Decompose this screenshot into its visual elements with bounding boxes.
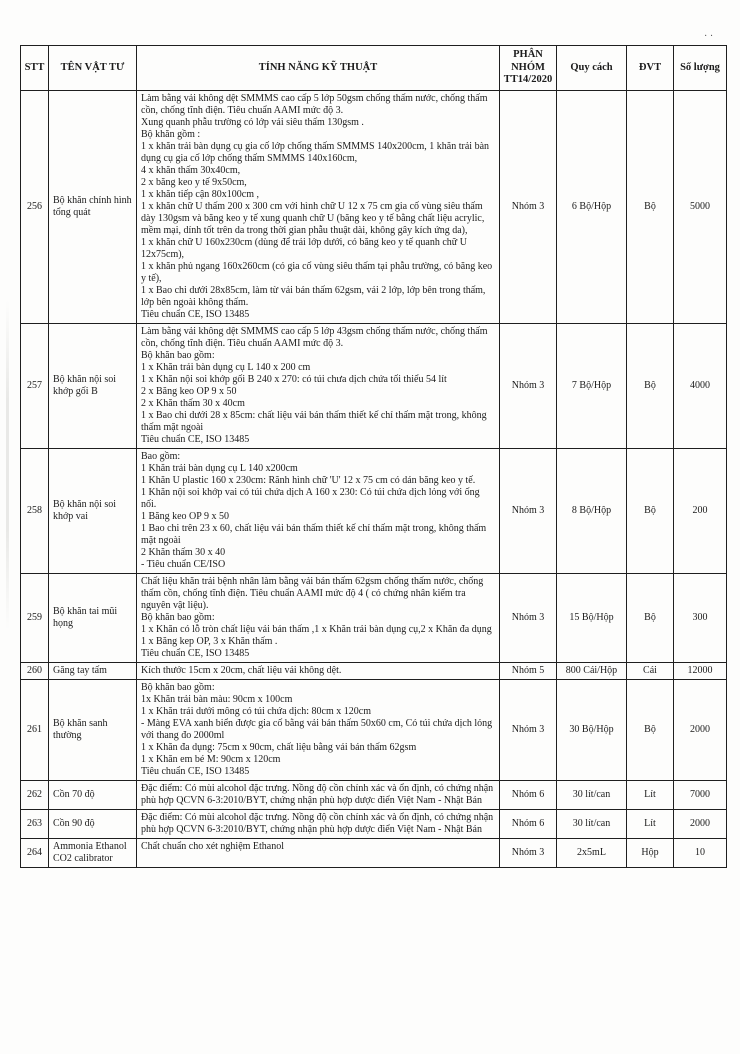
spec-line: 2 x Khăn thấm 30 x 40cm	[141, 398, 245, 409]
cell-ten-258: Bộ khăn nội soi khớp vai	[49, 449, 137, 574]
cell-so_luong-264: 10	[674, 839, 727, 868]
column-header-tinh_nang: TÍNH NĂNG KỸ THUẬT	[137, 46, 500, 91]
cell-phan_nhom-258: Nhóm 3	[500, 449, 557, 574]
cell-ten-256: Bộ khăn chỉnh hình tổng quát	[49, 91, 137, 324]
table-header-row	[21, 46, 727, 91]
column-header-ten: TÊN VẬT TƯ	[49, 46, 137, 91]
cell-quy_cach-264: 2x5mL	[557, 839, 627, 868]
cell-tinh_nang-261	[137, 680, 500, 781]
scan-noise-dots	[704, 26, 718, 32]
table-row-261	[21, 680, 727, 781]
spec-line: Tiêu chuẩn CE, ISO 13485	[141, 434, 250, 445]
spec-line: Tiêu chuẩn CE, ISO 13485	[141, 766, 250, 777]
spec-line: 2 Khăn thấm 30 x 40	[141, 547, 226, 558]
table-row-262	[21, 781, 727, 810]
spec-line: 1 Băng keo OP 9 x 50	[141, 511, 229, 522]
spec-line: Bộ khăn gồm :	[141, 129, 201, 140]
cell-stt-260: 260	[21, 663, 49, 680]
spec-line: Chất liệu khăn trải bệnh nhân làm bằng vải bán thấm 62gsm chống thấm nước, chống thấm cồn, chống tĩnh điện. Tiêu chuẩn AAMI mức độ 4 ( có chứng nhân kiểm tra nguyên vật liệu).	[141, 576, 484, 611]
spec-line: 1 x Bao chi dưới 28 x 85cm: chất liệu vải bán thấm thiết kế chỉ thấm mặt trong, không thấm mặt ngoài	[141, 410, 487, 433]
cell-tinh_nang-256	[137, 91, 500, 324]
spec-line: 1 x Khăn nội soi khớp gối B 240 x 270: có túi chưa dịch chứa tối thiểu 54 lít	[141, 374, 447, 385]
cell-dvt-257: Bộ	[627, 324, 674, 449]
cell-stt-261: 261	[21, 680, 49, 781]
spec-line: Bộ khăn bao gồm:	[141, 612, 215, 623]
cell-stt-259: 259	[21, 574, 49, 663]
spec-line: - Màng EVA xanh biển được gia cố bằng vải bán thấm 50x60 cm, Có túi chứa dịch lỏng với thang đo 2000ml	[141, 718, 493, 741]
cell-quy_cach-257: 7 Bộ/Hộp	[557, 324, 627, 449]
spec-line: 1 x Khăn đa dụng: 75cm x 90cm, chất liệu bằng vải bán thấm 62gsm	[141, 742, 417, 753]
cell-tinh_nang-260	[137, 663, 500, 680]
spec-line: Xung quanh phẫu trường có lớp vải siêu thấm 130gsm .	[141, 117, 364, 128]
cell-dvt-264: Hộp	[627, 839, 674, 868]
cell-ten-261: Bộ khăn sanh thường	[49, 680, 137, 781]
scan-edge-streak	[6, 300, 9, 630]
cell-ten-264: Ammonia Ethanol CO2 calibrator	[49, 839, 137, 868]
table-row-264	[21, 839, 727, 868]
cell-so_luong-256: 5000	[674, 91, 727, 324]
cell-tinh_nang-257	[137, 324, 500, 449]
spec-line: 1 Khăn nội soi khớp vai có túi chứa dịch A 160 x 230: Có túi chứa dịch lỏng với ống nối.	[141, 487, 480, 510]
cell-stt-256: 256	[21, 91, 49, 324]
cell-quy_cach-256: 6 Bộ/Hộp	[557, 91, 627, 324]
spec-line: 1 x Khăn trải bàn dụng cụ L 140 x 200 cm	[141, 362, 311, 373]
spec-line: Bao gồm:	[141, 451, 181, 462]
column-header-quy_cach: Quy cách	[557, 46, 627, 91]
spec-line: Bộ khăn bao gồm:	[141, 350, 215, 361]
cell-stt-263: 263	[21, 810, 49, 839]
cell-dvt-256: Bộ	[627, 91, 674, 324]
spec-line: 1 x khăn phủ ngang 160x260cm (có gia cố vùng siêu thấm tại phẫu trường, có băng keo y tế),	[141, 261, 493, 284]
cell-tinh_nang-262	[137, 781, 500, 810]
spec-line: Tiêu chuẩn CE, ISO 13485	[141, 648, 250, 659]
cell-dvt-258: Bộ	[627, 449, 674, 574]
cell-quy_cach-260: 800 Cái/Hộp	[557, 663, 627, 680]
cell-phan_nhom-257: Nhóm 3	[500, 324, 557, 449]
cell-ten-259: Bộ khăn tai mũi họng	[49, 574, 137, 663]
column-header-stt: STT	[21, 46, 49, 91]
spec-line: 1x Khăn trải bàn màu: 90cm x 100cm	[141, 694, 293, 705]
cell-quy_cach-259: 15 Bộ/Hộp	[557, 574, 627, 663]
cell-tinh_nang-259	[137, 574, 500, 663]
cell-stt-258: 258	[21, 449, 49, 574]
cell-dvt-261: Bộ	[627, 680, 674, 781]
cell-stt-257: 257	[21, 324, 49, 449]
spec-line: 2 x Băng keo OP 9 x 50	[141, 386, 237, 397]
cell-quy_cach-261: 30 Bộ/Hộp	[557, 680, 627, 781]
spec-line: 1 Bao chi trên 23 x 60, chất liệu vải bán thấm thiết kế chỉ thấm mặt trong, không thấm mặt ngoài	[141, 523, 487, 546]
cell-stt-264: 264	[21, 839, 49, 868]
cell-so_luong-262: 7000	[674, 781, 727, 810]
spec-line: 1 x khăn chữ U 160x230cm (dùng để trải lớp dưới, có băng keo y tế quanh chữ U 12x75cm),	[141, 237, 467, 260]
spec-line: 1 x khăn chữ U thấm 200 x 300 cm với hình chữ U 12 x 75 cm gia cố vùng siêu thấm dày 130gsm và băng keo y tế xung quanh chữ U (băng keo y tế bằng chất liệu acrylic, mềm mại, dính tốt trên da trong thời gian phẫu thuật dài, không gây kích ứng da),	[141, 201, 485, 236]
spec-line: Đặc điểm: Có mùi alcohol đặc trưng. Nồng độ cồn chính xác và ổn định, có chứng nhận phù hợp QCVN 6-3:2010/BYT, chứng nhận phù hợp dược điển Việt Nam - Nhật Bản	[141, 812, 494, 835]
cell-phan_nhom-260: Nhóm 5	[500, 663, 557, 680]
cell-so_luong-263: 2000	[674, 810, 727, 839]
spec-line: 1 x Khăn trải dưới mông có túi chứa dịch: 80cm x 120cm	[141, 706, 371, 717]
cell-tinh_nang-264	[137, 839, 500, 868]
cell-so_luong-261: 2000	[674, 680, 727, 781]
spec-line: Chất chuẩn cho xét nghiệm Ethanol	[141, 841, 285, 852]
table-header	[21, 46, 727, 91]
table-row-258	[21, 449, 727, 574]
cell-dvt-262: Lít	[627, 781, 674, 810]
spec-line: 1 x Khăn có lỗ tròn chất liệu vải bán thấm ,1 x Khăn trải bàn dụng cụ,2 x Khăn đa dụng 1 x Băng kep OP, 3 x Khăn thấm .	[141, 624, 492, 647]
cell-so_luong-257: 4000	[674, 324, 727, 449]
table-row-263	[21, 810, 727, 839]
cell-quy_cach-263: 30 lít/can	[557, 810, 627, 839]
column-header-so_luong: Số lượng	[674, 46, 727, 91]
spec-line: 1 Khăn U plastic 160 x 230cm: Rãnh hình chữ 'U' 12 x 75 cm có dán băng keo y tế.	[141, 475, 476, 486]
table-row-256	[21, 91, 727, 324]
spec-line: Làm bằng vải không dệt SMMMS cao cấp 5 lớp 50gsm chống thấm nước, chống thấm cồn, chống tĩnh điện. Tiêu chuẩn AAMI mức độ 3.	[141, 93, 488, 116]
table-row-260	[21, 663, 727, 680]
cell-so_luong-258: 200	[674, 449, 727, 574]
spec-line: 1 x khăn trải bàn dụng cụ gia cố lớp chống thấm SMMMS 140x200cm, 1 khăn trải bàn dụng cụ gia cố lớp chống thấm SMMMS 140x160cm,	[141, 141, 490, 164]
table-row-259	[21, 574, 727, 663]
cell-so_luong-259: 300	[674, 574, 727, 663]
cell-stt-262: 262	[21, 781, 49, 810]
cell-tinh_nang-258	[137, 449, 500, 574]
cell-ten-263: Cồn 90 độ	[49, 810, 137, 839]
cell-ten-262: Cồn 70 độ	[49, 781, 137, 810]
cell-quy_cach-262: 30 lít/can	[557, 781, 627, 810]
cell-quy_cach-258: 8 Bộ/Hộp	[557, 449, 627, 574]
cell-tinh_nang-263	[137, 810, 500, 839]
cell-ten-257: Bộ khăn nội soi khớp gối B	[49, 324, 137, 449]
spec-line: Bộ khăn bao gồm:	[141, 682, 215, 693]
cell-phan_nhom-264: Nhóm 3	[500, 839, 557, 868]
cell-dvt-259: Bộ	[627, 574, 674, 663]
spec-line: Đặc điểm: Có mùi alcohol đặc trưng. Nồng độ cồn chính xác và ổn định, có chứng nhận phù hợp QCVN 6-3:2010/BYT, chứng nhận phù hợp dược điển Việt Nam - Nhật Bản	[141, 783, 494, 806]
spec-line: 1 Khăn trải bàn dụng cụ L 140 x200cm	[141, 463, 298, 474]
column-header-phan_nhom: PHÂN NHÓM TT14/2020	[500, 46, 557, 91]
cell-phan_nhom-259: Nhóm 3	[500, 574, 557, 663]
table-row-257	[21, 324, 727, 449]
spec-line: 1 x Khăn em bé M: 90cm x 120cm	[141, 754, 281, 765]
cell-phan_nhom-256: Nhóm 3	[500, 91, 557, 324]
spec-line: Kích thước 15cm x 20cm, chất liệu vải không dệt.	[141, 665, 342, 676]
spec-line: 2 x băng keo y tế 9x50cm,	[141, 177, 247, 188]
spec-line: Tiêu chuẩn CE, ISO 13485	[141, 309, 250, 320]
cell-so_luong-260: 12000	[674, 663, 727, 680]
spec-line: 4 x khăn thấm 30x40cm,	[141, 165, 241, 176]
spec-line: Làm bằng vải không dệt SMMMS cao cấp 5 lớp 43gsm chống thấm nước, chống thấm cồn, chống tĩnh điện. Tiêu chuẩn AAMI mức độ 3.	[141, 326, 488, 349]
cell-dvt-260: Cái	[627, 663, 674, 680]
cell-phan_nhom-261: Nhóm 3	[500, 680, 557, 781]
spec-line: - Tiêu chuẩn CE/ISO	[141, 559, 226, 570]
supply-table	[20, 45, 727, 868]
cell-dvt-263: Lít	[627, 810, 674, 839]
column-header-dvt: ĐVT	[627, 46, 674, 91]
cell-ten-260: Găng tay tấm	[49, 663, 137, 680]
spec-line: 1 x khăn tiếp cận 80x100cm ,	[141, 189, 260, 200]
cell-phan_nhom-263: Nhóm 6	[500, 810, 557, 839]
cell-phan_nhom-262: Nhóm 6	[500, 781, 557, 810]
table-body	[21, 91, 727, 868]
spec-line: 1 x Bao chi dưới 28x85cm, làm từ vải bán thấm 62gsm, vải 2 lớp, lớp bên trong thấm, lớp bên ngoài không thấm.	[141, 285, 486, 308]
